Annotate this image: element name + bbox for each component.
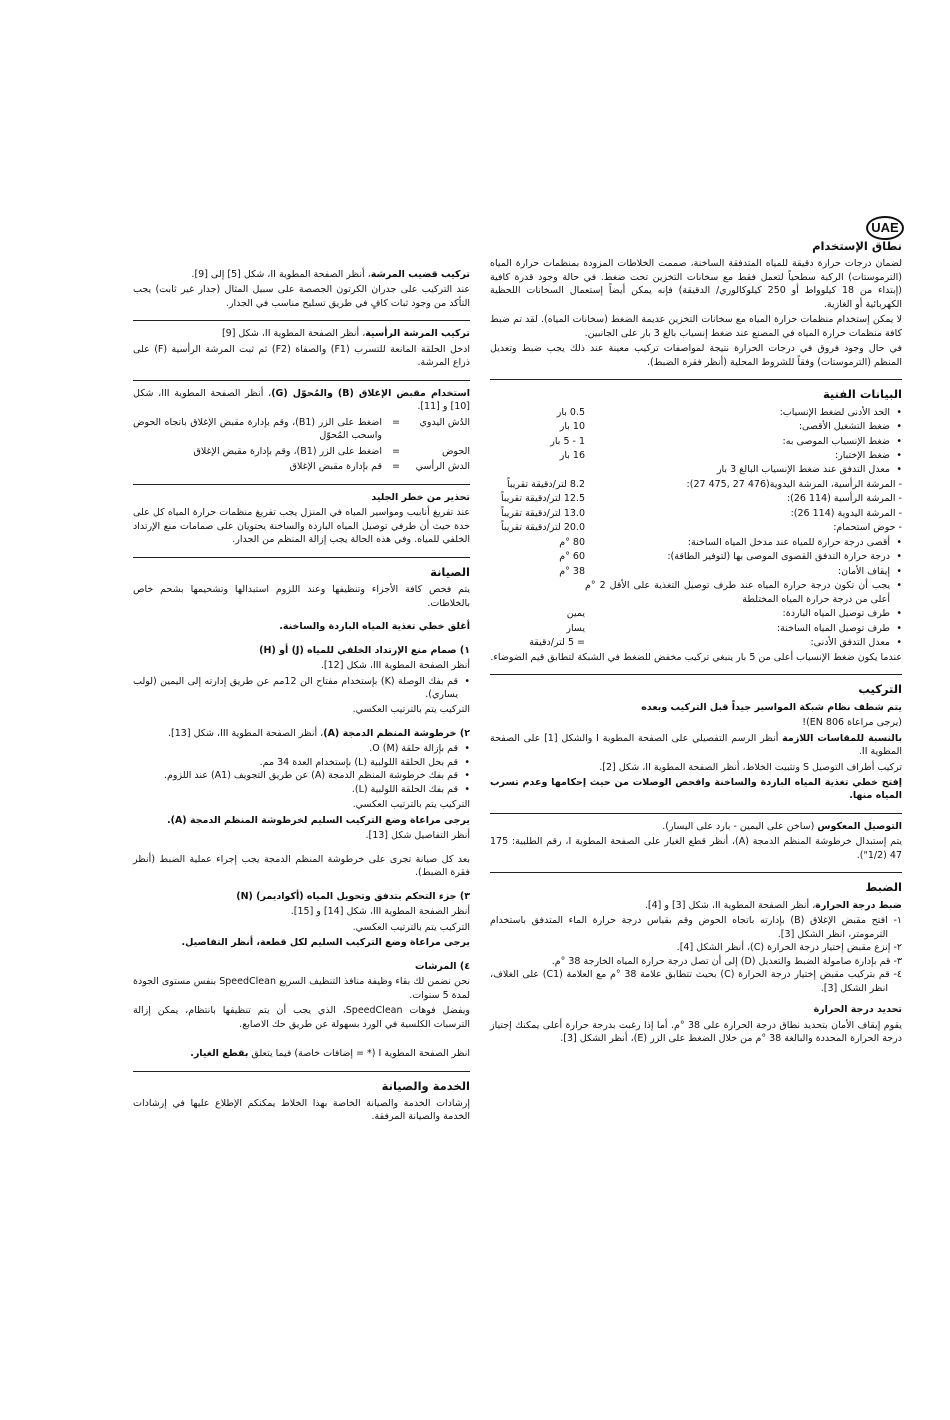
reverse-connection-part: يتم إستبدال خرطوشة المنظم الدمجة (A)، أنظر قطع الغيار على الصفحة المطوية I، رقم الطلبية: 175 47 (1/2"). <box>490 836 902 861</box>
tech-spec-label: • يجب أن تكون درجة حرارة المياه عند طرف توصيل التغذية على الأقل 2 °م أعلى من درجة حرارة المياه المختلطة <box>585 579 902 606</box>
tech-spec-label: - المرشة اليدوية (114 26): <box>790 507 902 519</box>
divider <box>133 320 470 321</box>
tech-spec-value: 20.0 لتر/دقيقة تقريباً <box>500 522 585 534</box>
temp-adjust-text: ، أنظر الصفحة المطوية II، شكل [3] و [4]. <box>644 899 816 911</box>
diverter-mode: الدُش اليدوي <box>419 416 470 428</box>
tech-spec-label: • درجة حرارة التدفق القصوى الموصى بها (لتوفير الطاقة): <box>585 550 902 563</box>
step2-bullets <box>133 742 470 796</box>
tech-spec-value <box>490 579 585 606</box>
tech-spec-label: • ضغط الإنسياب الموصى به: <box>585 435 902 448</box>
step2-adjust-note: بعد كل صيانة تجرى على خرطوشة المنظم الدمجة يجب إجراء عملية الضبط (أنظر فقرة الضبط). <box>133 853 470 879</box>
tech-spec-value: 8.2 لتر/دقيقة تقريباً <box>507 478 585 490</box>
shower-rod-intro <box>133 268 470 281</box>
divider <box>133 1071 470 1072</box>
diverter-equals: = <box>392 461 400 473</box>
tech-spec-item <box>490 406 902 419</box>
tech-spec-label: • طرف توصيل المياه الباردة: <box>585 607 902 620</box>
install-leak-check: إفتح خطي تغذية المياه الباردة والساخنة وافحص الوصلات من حيث إحكامها وعدم تسرب المياه منها. <box>490 777 902 802</box>
tech-spec-item <box>490 622 902 635</box>
bullet-item: • قم بفك الوصلة (K) بإستخدام مفتاح الن 12مم عن طريق إدارته إلى اليمين (لولب يساري). <box>133 675 470 702</box>
tech-spec-value <box>490 463 585 476</box>
bullet-item: • قم بحل الحلقة اللولبية (L) بإستخدام العدة 34 مم. <box>133 756 470 769</box>
tech-spec-value: 60 °م <box>559 551 585 563</box>
install-flush-note: يتم شطف نظام شبكة المواسير جيداً قبل التركيب وبعده <box>641 701 902 713</box>
installation-heading: التركيب <box>858 682 902 697</box>
scope-paragraph-2: لا يمكن إستخدام منظمات حرارة المياه مع سخانات التخزين عديمة الضغط (سخانات المياه). لقد تم ضبط كافة منظمات حرارة المياه في المصنع عند ضغط إنسياب بالغ 3 بار على الجانبين. <box>490 314 902 339</box>
tech-spec-item <box>490 478 902 491</box>
tech-spec-item <box>490 607 902 620</box>
tech-spec-label: • إيقاف الأمان: <box>585 565 902 578</box>
head-shower-intro <box>133 327 470 340</box>
tech-spec-label: • أقصى درجة حرارة للمياه عند مدخل المياه الساخنة: <box>585 536 902 549</box>
frost-text: عند تفريغ أنابيب ومواسير المياه في المنزل يجب تفريغ منظمات حرارة المياه كل على حدة حيث أن طرفي توصيل المياه الباردة والساخنة يحتويان على صمامات منع الإرتداد الخلفي للمياه. وفي هذه الحالة يجب إزالة المنظم من الجدار. <box>133 507 470 546</box>
spare-parts-label: بقطع الغيار. <box>190 1048 249 1060</box>
diverter-mode: الدش الرأسي <box>415 461 470 473</box>
tech-spec-item <box>490 420 902 433</box>
tech-spec-value: 1 - 5 بار <box>550 435 585 447</box>
scope-paragraph-1: لضمان درجات حرارة دقيقة للمياه المتدفقة الساخنة، صممت الخلاطات المزودة بمنظمات حرارة المياه (الترموستات) الركبة سطحياً لتعمل فقط مع سخانات التخزين تحت ضغط. في حالة وجود قدرة كافية (إبتداء من 18 كيلوواط أو 250 كيلوكالوري/ الدقيقة) فإنه يمكن أيضاً إستعمال السخانات اللحظية الكهربائية أو الغازية. <box>490 258 903 310</box>
adjust-step: ٢- إنزع مقبض إختيار درجة الحرارة (C)، أنظر الشكل [4]. <box>676 942 902 954</box>
service-heading: الخدمة والصيانة <box>381 1078 470 1093</box>
step3-orientation: يرجى مراعاة وضع التركيب السليم لكل قطعة، أنظر التفاصيل. <box>181 937 470 949</box>
temp-adjust-label: ضبط درجة الحرارة <box>815 899 902 911</box>
diverter-action: قم بإدارة مقبض الإغلاق <box>289 461 382 473</box>
tech-spec-value: 10 بار <box>559 421 585 433</box>
head-shower-ref: ، أنظر الصفحة المطوية II، شكل [9] <box>221 328 366 340</box>
bullet-item: • قم بفك الحلقة اللولبية (L). <box>133 783 470 796</box>
temp-adjust-intro <box>490 899 902 912</box>
scope-paragraph-3: في حال وجود فروق في درجات الحرارة نتيجة لمواصفات تركيب معينة عند ذلك يجب ضبط وتعديل المنظم (الترموستات) وفقاً للشروط المحلية (أنظر فقرة الضبط). <box>490 343 902 368</box>
tech-spec-value: يسار <box>566 622 585 634</box>
step1-reassembly: التركيب يتم بالترتيب العكسي. <box>352 704 470 716</box>
step1-heading: ١) صمام منع الإرتداد الخلفي للمياه (J) أو (H) <box>259 644 470 656</box>
tech-spec-item <box>490 550 902 563</box>
divider <box>133 484 470 485</box>
diverter-equals: = <box>392 416 400 428</box>
reverse-connection-text: (ساخن على اليمين - بارد على اليسار). <box>662 820 818 832</box>
tech-spec-label: - المرشة الرأسية (114 26): <box>786 493 902 505</box>
frost-heading: تحذير من خطر الجليد <box>371 491 470 503</box>
shower-rod-label: تركيب قضيب المرشة <box>370 269 470 280</box>
tech-spec-value: يمين <box>566 608 585 620</box>
tech-spec-item <box>490 536 902 549</box>
tech-spec-list <box>490 406 902 650</box>
install-connections: تركيب أطراف التوصيل S وتثبيت الخلاط، أنظر الصفحة المطوية II، شكل [2]. <box>599 761 902 773</box>
service-text: إرشادات الخدمة والصيانة الخاصة بهذا الخلاط يمكنكم الإطلاع عليها في إرشادات الخدمة والصيانة المرفقة. <box>133 1097 470 1123</box>
shower-rod-text: عند التركيب على جدران الكرتون الجصصة على سبيل المثال (جدار غير ثابت) يجب التأكد من وجود ثبات كافٍ في طريق تسليح مناسب في الجدار. <box>133 284 470 309</box>
tech-spec-item <box>490 507 902 520</box>
head-shower-label: تركيب المرشة الرأسية <box>365 328 470 340</box>
head-shower-text: ادخل الحلقة المانعة للتسرب (F1) والصفاة (F2) ثم ثبت المرشة الرأسية (F) على ذراع المرشة. <box>133 343 470 369</box>
step4-cleaning: ويفضل فوهات SpeedClean، الذي يجب أن يتم تنظيفها بانتظام، يمكن إزالة الترسبات الكلسية في الورد بسهولة عن طريق حك الاصابع. <box>133 1005 470 1030</box>
scope-heading: نطاق الإستخدام <box>812 239 902 253</box>
divider <box>490 379 902 380</box>
diverter-ref: ، أنظر الصفحة المطوية III، شكل [10] و [11]. <box>133 387 470 413</box>
step1-ref: أنظر الصفحة المطوية III، شكل [12]. <box>320 660 470 672</box>
adjust-step: ٤- قم بتركيب مقبض إختيار درجة الحرارة (C) بحيث تتطابق علامة 38 °م مع العلامة (C1) على الغلاف، انظر الشكل [3]. <box>490 969 902 994</box>
tech-note: عندما يكون ضغط الإنسياب أعلى من 5 بار ينبغي تركيب مخفض للضغط في الشبكة لتطابق قيم الضوضاء. <box>490 651 902 663</box>
tech-spec-label: • معدل التدفق الأدنى: <box>585 636 902 649</box>
step1-bullets <box>133 675 470 702</box>
tech-spec-item <box>490 521 902 534</box>
install-dimensions-label: بالنسبة للمقاسات اللازمة <box>782 732 903 744</box>
step2-reassembly: التركيب يتم بالترتيب العكسي. <box>352 799 470 811</box>
tech-spec-label: • ضغط الإختبار: <box>585 449 902 462</box>
left-column <box>133 268 470 1126</box>
maintenance-text: يتم فحص كافة الأجزاء وتنظيفها وعند اللزوم استبدالها وتشحيمها بشحم خاص بالخلاطات. <box>133 584 470 609</box>
step2-orientation: يرجى مراعاة وضع التركيب السليم لخرطوشة المنظم الدمجة (A). <box>166 814 470 826</box>
tech-spec-label: - المرشة الرأسية، المرشة اليدوية(476 27 ,475 27): <box>686 478 902 490</box>
tech-spec-value: 13.0 لتر/دقيقة تقريباً <box>500 507 585 519</box>
temp-limit-text: يقوم إيقاف الأمان بتحديد نطاق درجة الحرارة على 38 °م. أما إذا رغبت بدرجة حرارة أعلى يمكنك إجتياز درجة الحرارة المحددة والبالغة 38 °م من خلال الضغط على الزر (E)، أنظر الشكل [3]. <box>490 1019 902 1045</box>
temp-limit-heading: تحديد درجة الحرارة <box>813 1004 902 1016</box>
tech-spec-item <box>490 492 902 505</box>
maintenance-shutoff: أغلق خطي تغذية المياه الباردة والساخنة. <box>279 621 470 633</box>
diverter-action: اضغط على الزر (B1)، وقم بإدارة مقبض الإغلاق باتجاه الحوض واسحب المُحوّل <box>133 416 383 442</box>
tech-spec-label: • طرف توصيل المياه الساخنة: <box>585 622 902 635</box>
spare-parts-text: انظر الصفحة المطوية I (* = إضافات خاصة) فيما يتعلق <box>248 1048 470 1060</box>
step3-ref: أنظر الصفحة المطوية III، شكل [14] و [15]. <box>290 906 470 918</box>
tech-spec-item <box>490 636 902 649</box>
tech-spec-label: - حوض استحمام: <box>833 522 902 534</box>
divider <box>490 813 902 814</box>
diverter-mode: الحوض <box>441 445 470 457</box>
divider <box>490 872 902 873</box>
tech-spec-item <box>490 435 902 448</box>
step3-reassembly: التركيب يتم بالترتيب العكسي. <box>352 921 470 933</box>
diverter-action: اضغط على الزر (B1)، وقم بإدارة مقبض الإغلاق <box>193 445 382 457</box>
divider <box>133 380 470 381</box>
tech-spec-value: 0.5 بار <box>556 406 585 418</box>
tech-spec-label: • الحد الأدنى لضغط الإنسياب: <box>585 406 902 419</box>
step2-detail-ref: أنظر التفاصيل شكل [13]. <box>365 830 470 842</box>
adjustment-heading: الضبط <box>865 880 902 895</box>
step2-intro <box>133 727 470 740</box>
step3-heading: ٣) جزء التحكم بتدفق وتحويل المياه (أكواديمر) (N) <box>236 890 470 902</box>
tech-spec-item <box>490 449 902 462</box>
diverter-label: استخدام مقبض الإغلاق (B) والمُحوّل (G) <box>271 387 470 399</box>
bullet-item: • قم بإزالة حلقة (M) O. <box>133 742 470 755</box>
shower-rod-ref: ، أنظر الصفحة المطوية II، شكل [5] إلى [9]. <box>191 269 371 280</box>
reverse-connection <box>490 820 902 833</box>
diverter-row <box>133 460 470 473</box>
step2-ref: ، أنظر الصفحة المطوية III، شكل [13]. <box>168 727 324 739</box>
diverter-row <box>133 416 470 443</box>
install-standard-note: (يرجى مراعاة EN 806)! <box>802 717 902 729</box>
tech-spec-label: • ضغط التشغيل الأقصى: <box>585 420 902 433</box>
diverter-definitions <box>133 416 470 474</box>
tech-spec-value: 38 °م <box>559 565 585 577</box>
install-dimensions <box>490 732 902 759</box>
tech-spec-value: 16 بار <box>559 449 585 461</box>
tech-spec-value: 80 °م <box>559 536 585 548</box>
adjust-steps <box>490 914 902 995</box>
tech-spec-item <box>490 463 902 476</box>
step4-guarantee: نحن نضمن لك بقاء وظيفة منافذ التنظيف السريع SpeedClean بنفس مستوى الجودة لمدة 5 سنوات. <box>133 976 470 1001</box>
bullet-item: • قم بفك خرطوشة المنظم الدمجة (A) عن طريق التجويف (A1) عند اللزوم. <box>133 769 470 782</box>
tech-spec-item <box>490 565 902 578</box>
diverter-intro <box>133 387 470 414</box>
country-badge: UAE <box>866 216 904 240</box>
right-column <box>490 238 902 1048</box>
maintenance-heading: الصيانة <box>430 564 470 579</box>
spare-parts-note <box>133 1047 470 1060</box>
reverse-connection-label: التوصيل المعكوس <box>817 820 902 832</box>
adjust-step: ٣- قم بإدارة صامولة الضبط والتعديل (D) إلى أن تصل درجة حرارة المياه الخارجة 38 °م. <box>551 955 902 967</box>
divider <box>490 674 902 675</box>
tech-spec-value: = 5 لتر/دقيقة <box>529 637 585 649</box>
diverter-row <box>133 445 470 458</box>
tech-spec-label: • معدل التدفق عند ضغط الإنسياب البالغ 3 بار <box>585 463 902 476</box>
divider <box>133 557 470 558</box>
step4-heading: ٤) المرشات <box>414 960 470 972</box>
tech-data-heading: البيانات الفنية <box>822 387 902 402</box>
adjust-step: ١- افتح مقبض الإغلاق (B) بإدارته باتجاه الحوض وقم بقياس درجة حرارة الماء المتدفق باستخدام الترمومتر، انظر الشكل [3]. <box>490 915 903 940</box>
step2-label: ٢) خرطوشة المنظم الدمجة (A) <box>323 727 470 739</box>
tech-spec-item <box>490 579 902 606</box>
install-dimensions-text: أنظر الرسم التفصيلي على الصفحة المطوية I والشكل [1] على الصفحة المطوية II. <box>490 732 902 758</box>
tech-spec-value: 12.5 لتر/دقيقة تقريباً <box>500 493 585 505</box>
diverter-equals: = <box>392 445 400 457</box>
